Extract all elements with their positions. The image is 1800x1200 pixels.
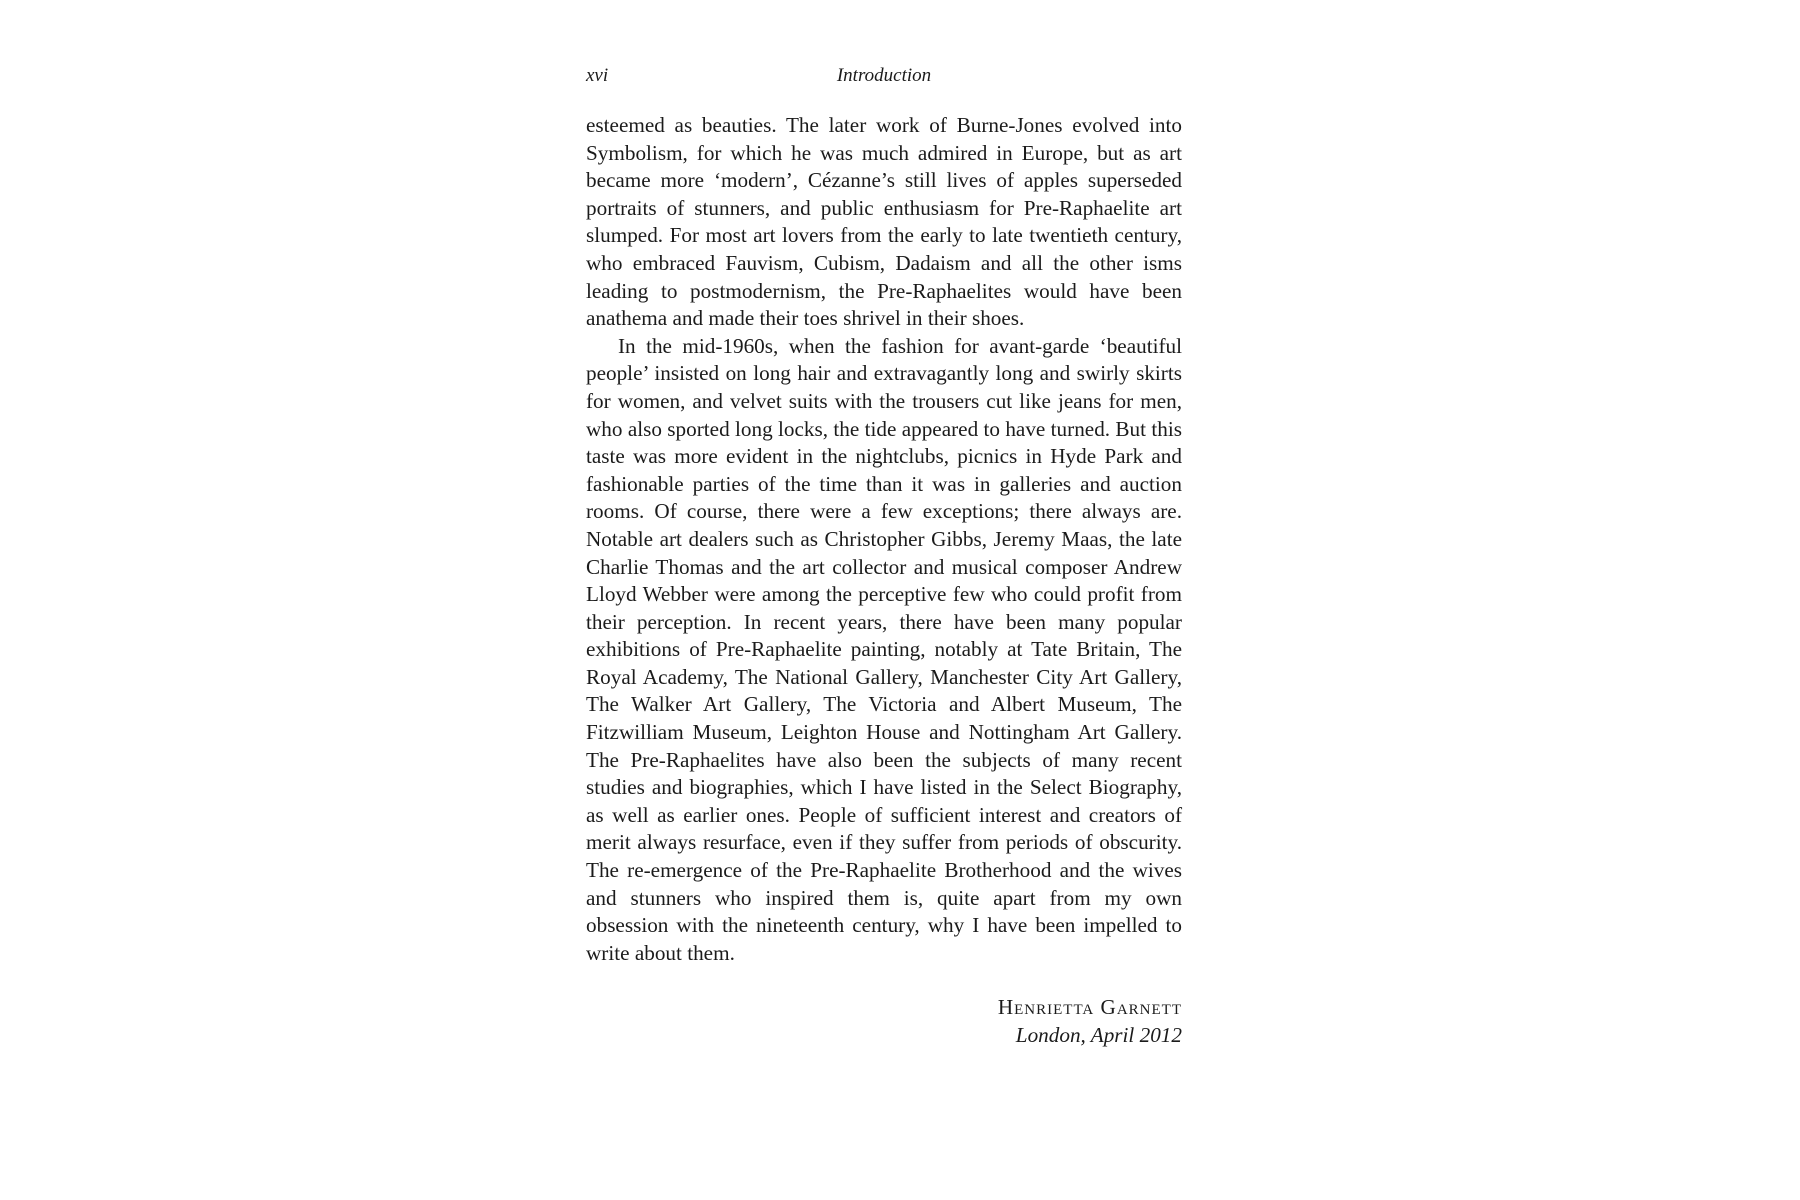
paragraph: In the mid-1960s, when the fashion for avant-garde ‘beautiful people’ insisted on long hair and extravagantly long and swirly skirts for women, and velvet suits with the trousers cut like jeans for men, who also sported long locks, the tide appeared to have turned. But this taste was more evident in the nightclubs, picnics in Hyde Park and fashionable parties of the time than it was in galleries and auction rooms. Of course, there were a few exceptions; there always are. Notable art dealers such as Christopher Gibbs, Jeremy Maas, the late Charlie Thomas and the art collector and musical composer Andrew Lloyd Webber were among the perceptive few who could profit from their perception. In recent years, there have been many popular exhibitions of Pre-Raphaelite painting, notably at Tate Britain, The Royal Academy, The National Gallery, Manchester City Art Gallery, The Walker Art Gallery, The Victoria and Albert Museum, The Fitzwilliam Museum, Leighton House and Nottingham Art Gallery. The Pre-Raphaelites have also been the subjects of many recent studies and biographies, which I have listed in the Select Biography, as well as earlier ones. People of sufficient interest and creators of merit always resurface, even if they suffer from periods of obscurity. The re-emergence of the Pre-Raphaelite Brotherhood and the wives and stunners who inspired them is, quite apart from my own obsession with the nineteenth century, why I have been impelled to write about them. bbox=[586, 333, 1182, 965]
running-title: Introduction bbox=[836, 65, 932, 86]
author-name: Henrietta Garnett bbox=[997, 995, 1182, 1020]
place-date: London, April 2012 bbox=[1015, 1023, 1182, 1048]
book-page bbox=[586, 62, 1182, 1049]
paragraph: esteemed as beauties. The later work of Burne-Jones evolved into Symbolism, for which he was much admired in Europe, but as art became more ‘modern’, Cézanne’s still lives of apples superseded portraits of stunners, and public enthusiasm for Pre-Raphaelite art slumped. For most art lovers from the early to late twentieth century, who embraced Fauvism, Cubism, Dadaism and all the other isms leading to postmodernism, the Pre-Raphaelites would have been anathema and made their toes shrivel in their shoes. bbox=[586, 113, 1182, 331]
signature-block bbox=[586, 993, 1182, 1049]
body-text bbox=[586, 112, 1182, 967]
page-number: xvi bbox=[586, 65, 609, 86]
running-head bbox=[586, 62, 1182, 90]
